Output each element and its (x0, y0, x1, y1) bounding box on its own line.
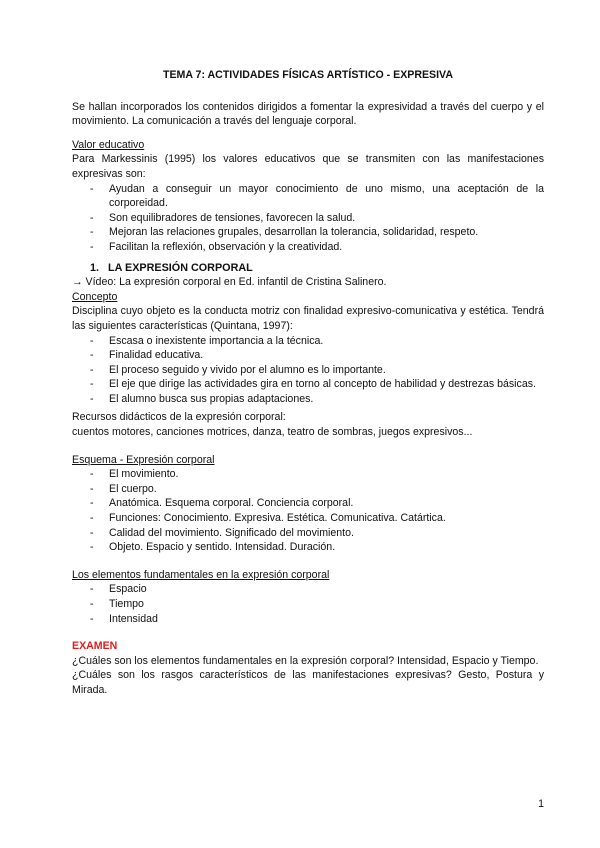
list-item: - Intensidad (72, 612, 544, 627)
list-item: - El alumno busca sus propias adaptaciones. (72, 392, 544, 407)
esquema-list (72, 467, 544, 555)
list-item: - Tiempo (72, 597, 544, 612)
list-item: - El eje que dirige las actividades gira en torno al concepto de habilidad y destrezas básicas. (72, 377, 544, 392)
concepto-heading: Concepto (72, 290, 118, 303)
exam-question-2: ¿Cuáles son los rasgos característicos de las manifestaciones expresivas? Gesto, Postura y Mirada. (72, 669, 544, 696)
list-item: - El proceso seguido y vivido por el alumno es lo importante. (72, 363, 544, 378)
page-number: 1 (538, 798, 544, 810)
video-reference: → Vídeo: La expresión corporal en Ed. infantil de Cristina Salinero. (72, 276, 387, 289)
list-item: - Escasa o inexistente importancia a la técnica. (72, 334, 544, 349)
list-item: - Finalidad educativa. (72, 348, 544, 363)
list-item: - El cuerpo. (72, 482, 544, 497)
list-item: - Mejoran las relaciones grupales, desarrollan la tolerancia, solidaridad, respeto. (72, 225, 544, 240)
list-item: - Objeto. Espacio y sentido. Intensidad. Duración. (72, 540, 544, 555)
intro-paragraph: Se hallan incorporados los contenidos dirigidos a fomentar la expresividad a través del cuerpo y el movimiento. La comunicación a través del lenguaje corporal. (72, 100, 544, 128)
list-item: - Facilitan la reflexión, observación y la creatividad. (72, 240, 544, 255)
valor-heading: Valor educativo (72, 138, 145, 151)
recursos-line1: Recursos didácticos de la expresión corporal: (72, 411, 286, 424)
document-page (72, 68, 544, 698)
list-item: - Ayudan a conseguir un mayor conocimiento de uno mismo, una aceptación de la corporeidad. (72, 182, 544, 211)
concepto-text: Disciplina cuyo objeto es la conducta motriz con finalidad expresivo-comunicativa y estética. Tendrá las siguientes características (Quintana, 1997): (72, 305, 544, 332)
list-item: - Son equilibradores de tensiones, favorecen la salud. (72, 211, 544, 226)
exam-heading: EXAMEN (72, 640, 118, 653)
valor-text: Para Markessinis (1995) los valores educativos que se transmiten con las manifestaciones expresivas son: (72, 153, 544, 180)
list-item: - Anatómica. Esquema corporal. Conciencia corporal. (72, 496, 544, 511)
esquema-heading: Esquema - Expresión corporal (72, 453, 215, 466)
section-title: LA EXPRESIÓN CORPORAL (108, 261, 253, 274)
section-number: 1. (90, 261, 100, 274)
elementos-heading: Los elementos fundamentales en la expresión corporal (72, 568, 330, 581)
exam-question-1: ¿Cuáles son los elementos fundamentales en la expresión corporal? Intensidad, Espacio y Tiempo. (72, 654, 539, 667)
list-item: - El movimiento. (72, 467, 544, 482)
section-heading (72, 261, 544, 276)
recursos-line2: cuentos motores, canciones motrices, danza, teatro de sombras, juegos expresivos... (72, 426, 473, 439)
elementos-list (72, 582, 544, 626)
concepto-list (72, 334, 544, 407)
document-title: TEMA 7: ACTIVIDADES FÍSICAS ARTÍSTICO - EXPRESIVA (163, 69, 453, 81)
list-item: - Funciones: Conocimiento. Expresiva. Estética. Comunicativa. Catártica. (72, 511, 544, 526)
list-item: - Calidad del movimiento. Significado del movimiento. (72, 526, 544, 541)
valor-list (72, 182, 544, 255)
list-item: - Espacio (72, 582, 544, 597)
